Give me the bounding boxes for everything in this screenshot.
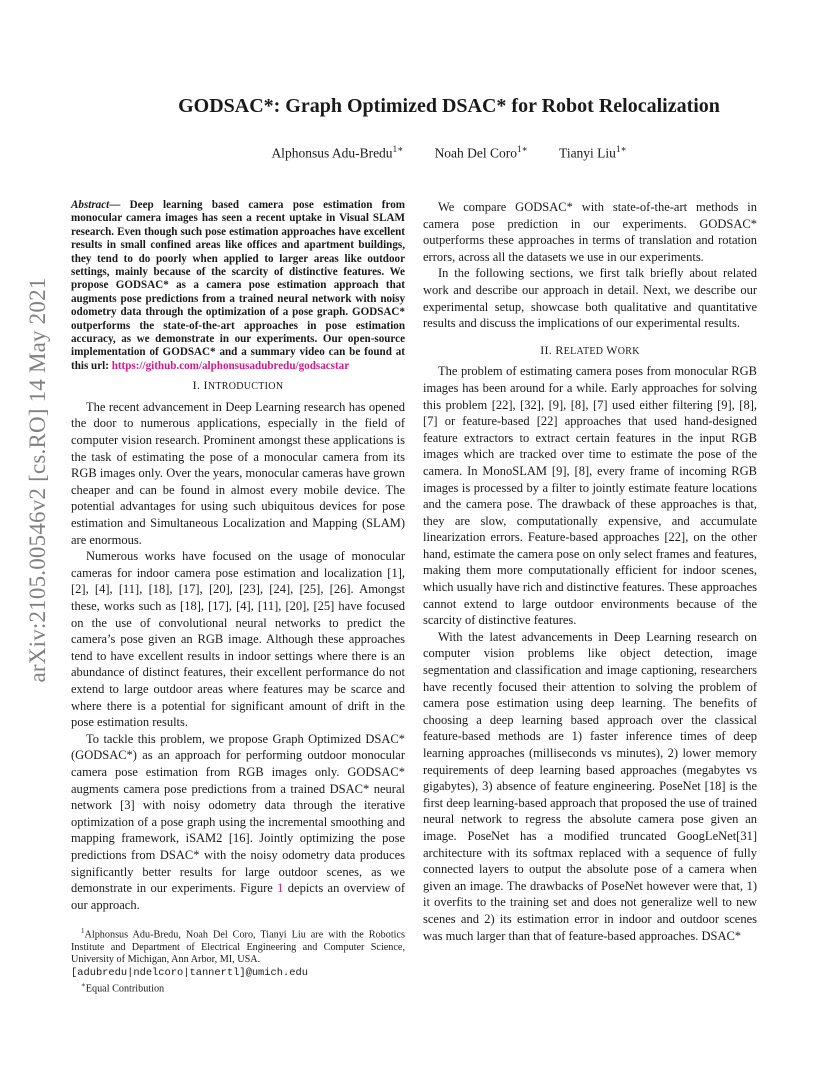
- author-2: [435, 144, 528, 162]
- footnote-emails: [adubredu|ndelcoro|tannertl]@umich.edu: [71, 966, 308, 979]
- section-initial: I: [203, 378, 208, 393]
- intro-p3-end: depicts an overview of our approach.: [71, 881, 405, 912]
- footnote-affiliation-text: Alphonsus Adu-Bredu, Noah Del Coro, Tianyi Liu are with the Robotics Institute and Department of Electrical Engineering and Computer Science, University of Michigan, Ann Arbor, MI, USA.: [71, 929, 405, 966]
- author-name: Noah Del Coro: [434, 145, 518, 161]
- author-mark: 1∗: [517, 144, 528, 154]
- intro-p3-text: To tackle this problem, we propose Graph Optimized DSAC* (GODSAC*) as an approach for performing outdoor monocular camera pose estimation from RGB images only. GODSAC* augments camera pose predictions from a trained DSAC* neural network [3] with noisy odometry data through the iterative optimization of a pose graph using the incremental smoothing and mapping framework, iSAM2 [16]. Jointly optimizing the pose predictions from DSAC* with the noisy odometry data produces significantly better results for large outdoor scenes, as we demonstrate in our experiments. Figure: [71, 731, 405, 896]
- author-1: [271, 144, 403, 162]
- right-column: [423, 199, 757, 944]
- footnote-mark: 1: [81, 927, 85, 936]
- arxiv-identifier: arXiv:2105.00546v2 [cs.RO] 14 May 2021: [25, 277, 50, 683]
- footnotes: [71, 925, 405, 996]
- footnote-equal-contribution: [71, 979, 405, 996]
- abstract-text: — Deep learning based camera pose estimation from monocular camera images has seen a recent uptake in Visual SLAM research. Even though such pose estimation approaches have excellent results in small confined areas like offices and apartment buildings, they tend to do poorly when applied to larger areas like outdoor settings, mainly because of the scarcity of distinctive features. We propose GODSAC* as a camera pose estimation approach that augments pose predictions from a trained neural network with noisy odometry data through the optimization of a pose graph. GODSAC* outperforms the state-of-the-art approaches in pose estimation accuracy, as we demonstrate in our experiments. Our open-source implementation of GODSAC* and a summary video can be found at this url:: [71, 199, 405, 372]
- intro-paragraph-4: We compare GODSAC* with state-of-the-art methods in camera pose prediction in our experiments. GODSAC* outperforms these approaches in terms of translation and rotation errors, across all the datasets we use in our experiments.: [423, 200, 757, 264]
- author-list: [70, 144, 828, 162]
- figure-1-link[interactable]: 1: [277, 881, 284, 896]
- author-mark: 1∗: [615, 144, 627, 154]
- intro-paragraph-1: The recent advancement in Deep Learning research has opened the door to numerous applications, especially in the field of computer vision research. Prominent amongst these applications is the task of estimating the pose of a monocular camera from its RGB images only. Over the years, monocular cameras have grown cheaper and can be found in almost every mobile device. The potential advantages for using such ubiquitous devices for pose estimation and Simultaneous Localization and Mapping (SLAM) are enormous.: [71, 399, 405, 547]
- author-name: Alphonsus Adu-Bredu: [271, 145, 393, 161]
- section-smallcaps: ELATED: [563, 345, 607, 357]
- section-smallcaps: ORK: [617, 345, 640, 357]
- related-paragraph-2: With the latest advancements in Deep Learning research on computer vision problems like object detection, image segmentation and classification and image captioning, researchers have recently focused their attention to solving the problem of camera pose estimation using deep learning. The benefits of choosing a deep learning based approach over the classical feature-based methods are 1) faster inference times of deep learning approaches (milliseconds vs minutes), 2) lower memory requirements of deep learning based approaches (megabytes vs gigabytes), 3) absence of feature engineering. PoseNet [18] is the first deep learning-based approach that proposed the use of trained neural network to regress the absolute camera pose given an image. PoseNet has a modified truncated GoogLeNet[31] architecture with its softmax replaced with a sequence of fully connected layers to output the absolute pose of a camera when given an image. The drawbacks of PoseNet however were that, 1) it overfits to the training set and does not generalize well to new scenes and 2) its estimation error in indoor and outdoor scenes was much larger than that of feature-based approaches. DSAC*: [423, 629, 757, 943]
- footnote-affiliation: [71, 925, 405, 979]
- abstract: [71, 199, 405, 373]
- section-smallcaps: NTRODUCTION: [207, 381, 284, 393]
- footnote-equal-text: Equal Contribution: [85, 983, 165, 995]
- author-name: Tianyi Liu: [559, 145, 616, 161]
- footnote-mark: ∗: [81, 981, 86, 990]
- section-number: II.: [540, 342, 556, 357]
- section-number: I.: [192, 378, 204, 393]
- left-column: [71, 199, 405, 996]
- section-initial: R: [555, 342, 564, 357]
- intro-paragraph-3: [71, 731, 405, 914]
- intro-paragraph-5: In the following sections, we first talk briefly about related work and describe our approach in detail. Next, we describe our experimental setup, showcase both qualitative and quantitative results and discuss the implications of our experimental results.: [423, 266, 757, 331]
- arxiv-sidebar: [0, 0, 70, 1072]
- section-heading-related-work: [423, 342, 757, 361]
- section-initial: W: [606, 342, 618, 357]
- code-url-link[interactable]: https://github.com/alphonsusadubredu/godsacstar: [111, 359, 350, 372]
- author-mark: 1∗: [392, 144, 404, 154]
- author-3: [559, 144, 627, 162]
- abstract-label: Abstract: [71, 199, 110, 211]
- paper-title: GODSAC*: Graph Optimized DSAC* for Robot Relocalization: [178, 95, 720, 117]
- section-heading-introduction: [71, 377, 405, 396]
- intro-paragraph-2: Numerous works have focused on the usage of monocular cameras for indoor camera pose estimation and localization [1], [2], [4], [11], [18], [17], [20], [23], [24], [25], [26]. Amongst these, works such as [18], [17], [4], [11], [20], [25] have focused on the use of convolutional neural networks to predict the camera’s pose given an RGB image. Although these approaches tend to have excellent results in indoor settings where there is an abundance of distinct features, their excellent performance do not extend to large outdoor areas where features may be scarce and where there is a potential for significant amount of drift in the pose estimation results.: [71, 549, 405, 730]
- related-paragraph-1: The problem of estimating camera poses from monocular RGB images has been around for a while. Early approaches for solving this problem [22], [32], [9], [8], [7] used either filtering [9], [8], [7] or feature-based [22] approaches that used hand-designed feature extractors to extract certain features in the input RGB images which are tracked over time to estimate the pose of the camera. In MonoSLAM [9], [8], every frame of incoming RGB images is processed by a filter to jointly estimate feature locations and the camera pose. The drawback of these approaches is that, they are slow, computationally expensive, and accumulate linearization errors. Feature-based approaches [22], on the other hand, estimate the camera pose on only select frames and features, making them more computationally efficient for indoor scenes, which usually have rich and distinctive features. These approaches cannot extend to large outdoor environments because of the scarcity of distinctive features.: [423, 364, 757, 628]
